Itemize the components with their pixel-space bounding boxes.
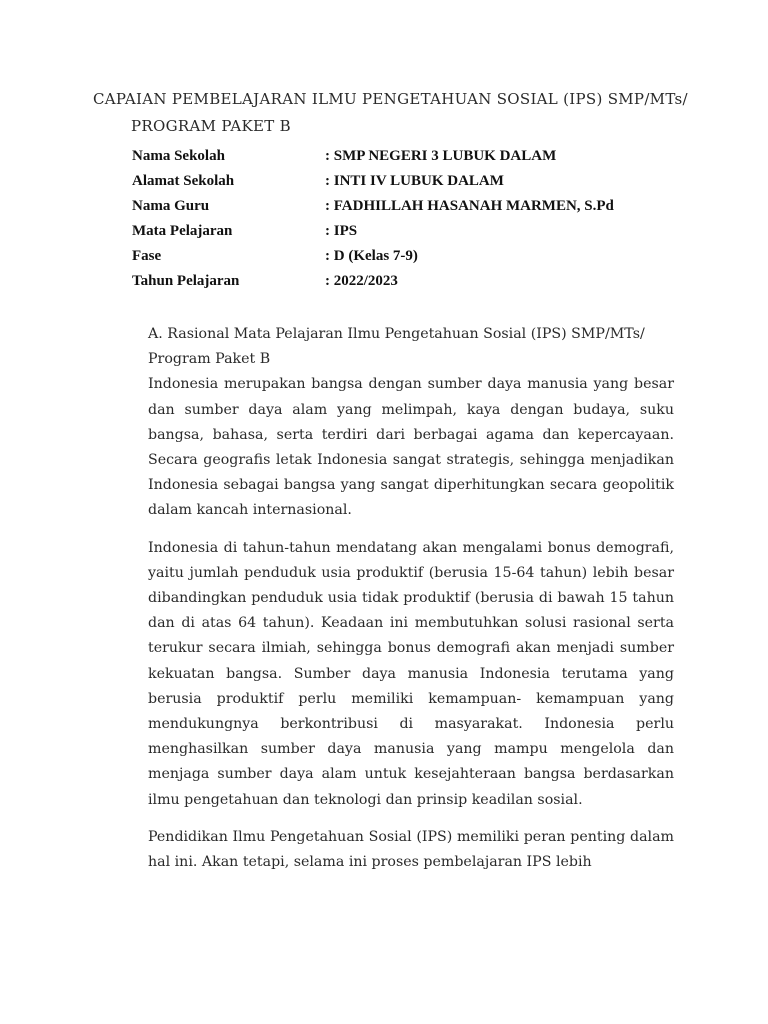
info-row-phase [132,244,614,269]
info-label: Nama Guru [132,198,210,214]
paragraph: Indonesia merupakan bangsa dengan sumber daya manusia yang besar dan sumber daya alam yang melimpah, kaya dengan budaya, suku bangsa, bahasa, serta terdiri dari berbagai agama dan kepercayaan. Secara geografis letak Indonesia sangat strategis, sehingga menjadikan Indonesia sebagai bangsa yang sangat diperhitungkan secara geopolitik dalam kancah internasional. [148,376,674,519]
title-line-2: PROGRAM PAKET B [131,117,291,135]
school-info-table [132,144,614,294]
info-value: : FADHILLAH HASANAH MARMEN, S.Pd [325,198,614,214]
document-body [148,322,674,875]
info-value: : IPS [325,223,358,239]
paragraph: Indonesia di tahun-tahun mendatang akan mengalami bonus demografi, yaitu jumlah penduduk usia produktif (berusia 15-64 tahun) lebih besar dibandingkan penduduk usia tidak produktif (berusia di bawah 15 tahun dan di atas 64 tahun). Keadaan ini membutuhkan solusi rasional serta terukur secara ilmiah, sehingga bonus demografi akan menjadi sumber kekuatan bangsa. Sumber daya manusia Indonesia terutama yang berusia produktif perlu memiliki kemampuan- kemampuan yang mendukungnya berkontribusi di masyarakat. Indonesia perlu menghasilkan sumber daya manusia yang mampu mengelola dan menjaga sumber daya alam untuk kesejahteraan bangsa berdasarkan ilmu pengetahuan dan teknologi dan prinsip keadilan sosial. [148,539,674,808]
info-row-school-name [132,144,614,169]
title-line-1: CAPAIAN PEMBELAJARAN ILMU PENGETAHUAN SOSIAL (IPS) SMP/MTs/ [93,90,688,108]
info-label: Tahun Pelajaran [132,273,240,289]
info-label: Fase [132,248,162,264]
info-value: : INTI IV LUBUK DALAM [325,173,504,189]
info-row-subject [132,219,614,244]
paragraph: Pendidikan Ilmu Pengetahuan Sosial (IPS) memiliki peran penting dalam hal ini. Akan tetapi, selama ini proses pembelajaran IPS lebih [148,828,674,871]
info-value: : 2022/2023 [325,273,398,289]
info-row-school-year [132,269,614,294]
info-value: : D (Kelas 7-9) [325,248,418,264]
info-label: Alamat Sekolah [132,173,235,189]
section-a-heading: A. Rasional Mata Pelajaran Ilmu Pengetahuan Sosial (IPS) SMP/MTs/ Program Paket B [148,326,645,368]
info-row-school-address [132,169,614,194]
info-value: : SMP NEGERI 3 LUBUK DALAM [325,148,557,164]
info-row-teacher-name [132,194,614,219]
info-label: Mata Pelajaran [132,223,233,239]
document-title [93,86,693,140]
info-label: Nama Sekolah [132,148,225,164]
